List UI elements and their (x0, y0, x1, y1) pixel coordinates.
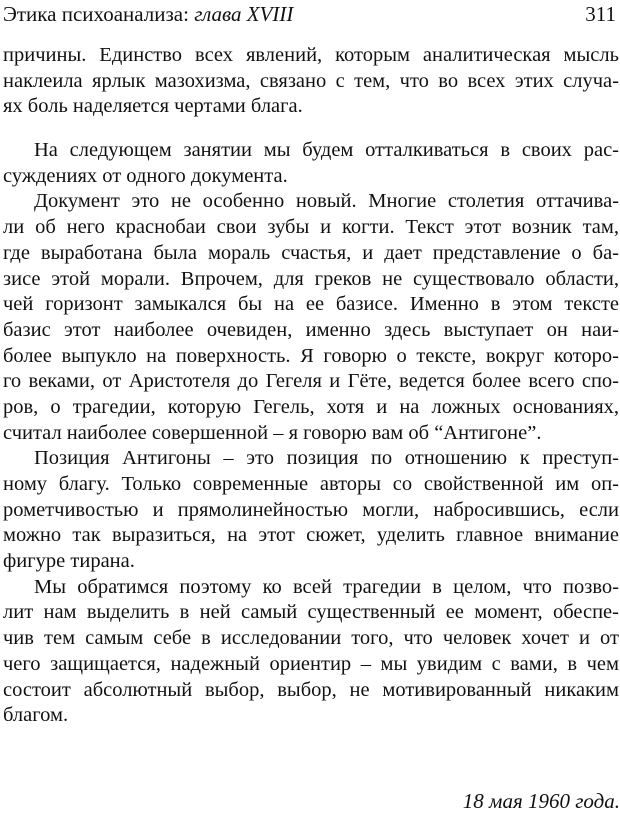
text-line: фигуре тирана. (3, 550, 135, 573)
text-line: Документ это не особенно новый. Многие столетия оттачива- (34, 190, 619, 213)
text-line: чего защищается, надежный ориентир – мы увидим с вами, в чем (3, 652, 619, 675)
running-head (3, 2, 293, 27)
text-line: Позиция Антигоны – это позиция по отношению к преступ- (34, 447, 619, 470)
text-line: чей горизонт замыкался бы на ее базисе. Именно в этом тексте (3, 293, 619, 316)
text-line: ях боль наделяется чертами блага. (3, 95, 303, 118)
text-line: зисе этой морали. Впрочем, для греков не существовало области, (3, 267, 619, 290)
text-line: считал наиболее совершенной – я говорю вам об “Антигоне”. (3, 421, 542, 444)
running-header (0, 2, 616, 26)
text-line: ному благу. Только современные авторы со свойственной им оп- (3, 473, 619, 495)
text-line: можно так выразиться, на этот сюжет, уделить главное внимание (3, 524, 619, 547)
text-line: го веками, от Аристотеля до Гегеля и Гёте, ведется более всего спо- (3, 370, 619, 393)
text-line: ли об него краснобаи свои зубы и когти. Текст этот возник там, (3, 216, 619, 239)
text-line: состоит абсолютный выбор, выбор, не мотивированный никаким (3, 678, 619, 701)
text-line: ров, о трагедии, которую Гегель, хотя и на ложных основаниях, (3, 395, 619, 418)
text-line: причины. Единство всех явлений, которым аналитическая мысль (3, 44, 619, 66)
text-line: более выпукло на поверхность. Я говорю о тексте, вокруг которо- (3, 344, 619, 367)
text-line: базис этот наиболее очевиден, именно здесь выступает он наи- (3, 318, 619, 341)
body-text (3, 43, 619, 729)
page-number: 311 (585, 2, 616, 26)
text-line: На следующем занятии мы будем отталкиваться в своих рас- (34, 139, 619, 162)
text-line: лит нам выделить в ней самый существенный ее момент, обеспе- (3, 601, 619, 624)
lecture-date: 18 мая 1960 года. (462, 789, 620, 813)
text-line: благом. (3, 704, 69, 727)
running-title: Этика психоанализа: (3, 2, 195, 26)
text-line: наклеила ярлык мазохизма, связано с тем, что во всех этих случа- (3, 69, 619, 92)
running-chapter: глава XVIII (194, 2, 294, 26)
text-line: суждениях от одного документа. (3, 164, 288, 187)
text-line: чив тем самым себе в исследовании того, что человек хочет и от (3, 627, 619, 650)
text-line: где выработана была мораль счастья, и дает представление о ба- (3, 241, 619, 264)
text-line: Мы обратимся поэтому ко всей трагедии в целом, что позво- (34, 575, 619, 598)
text-line: рометчивостью и прямолинейностью могли, набросившись, если (3, 498, 619, 521)
